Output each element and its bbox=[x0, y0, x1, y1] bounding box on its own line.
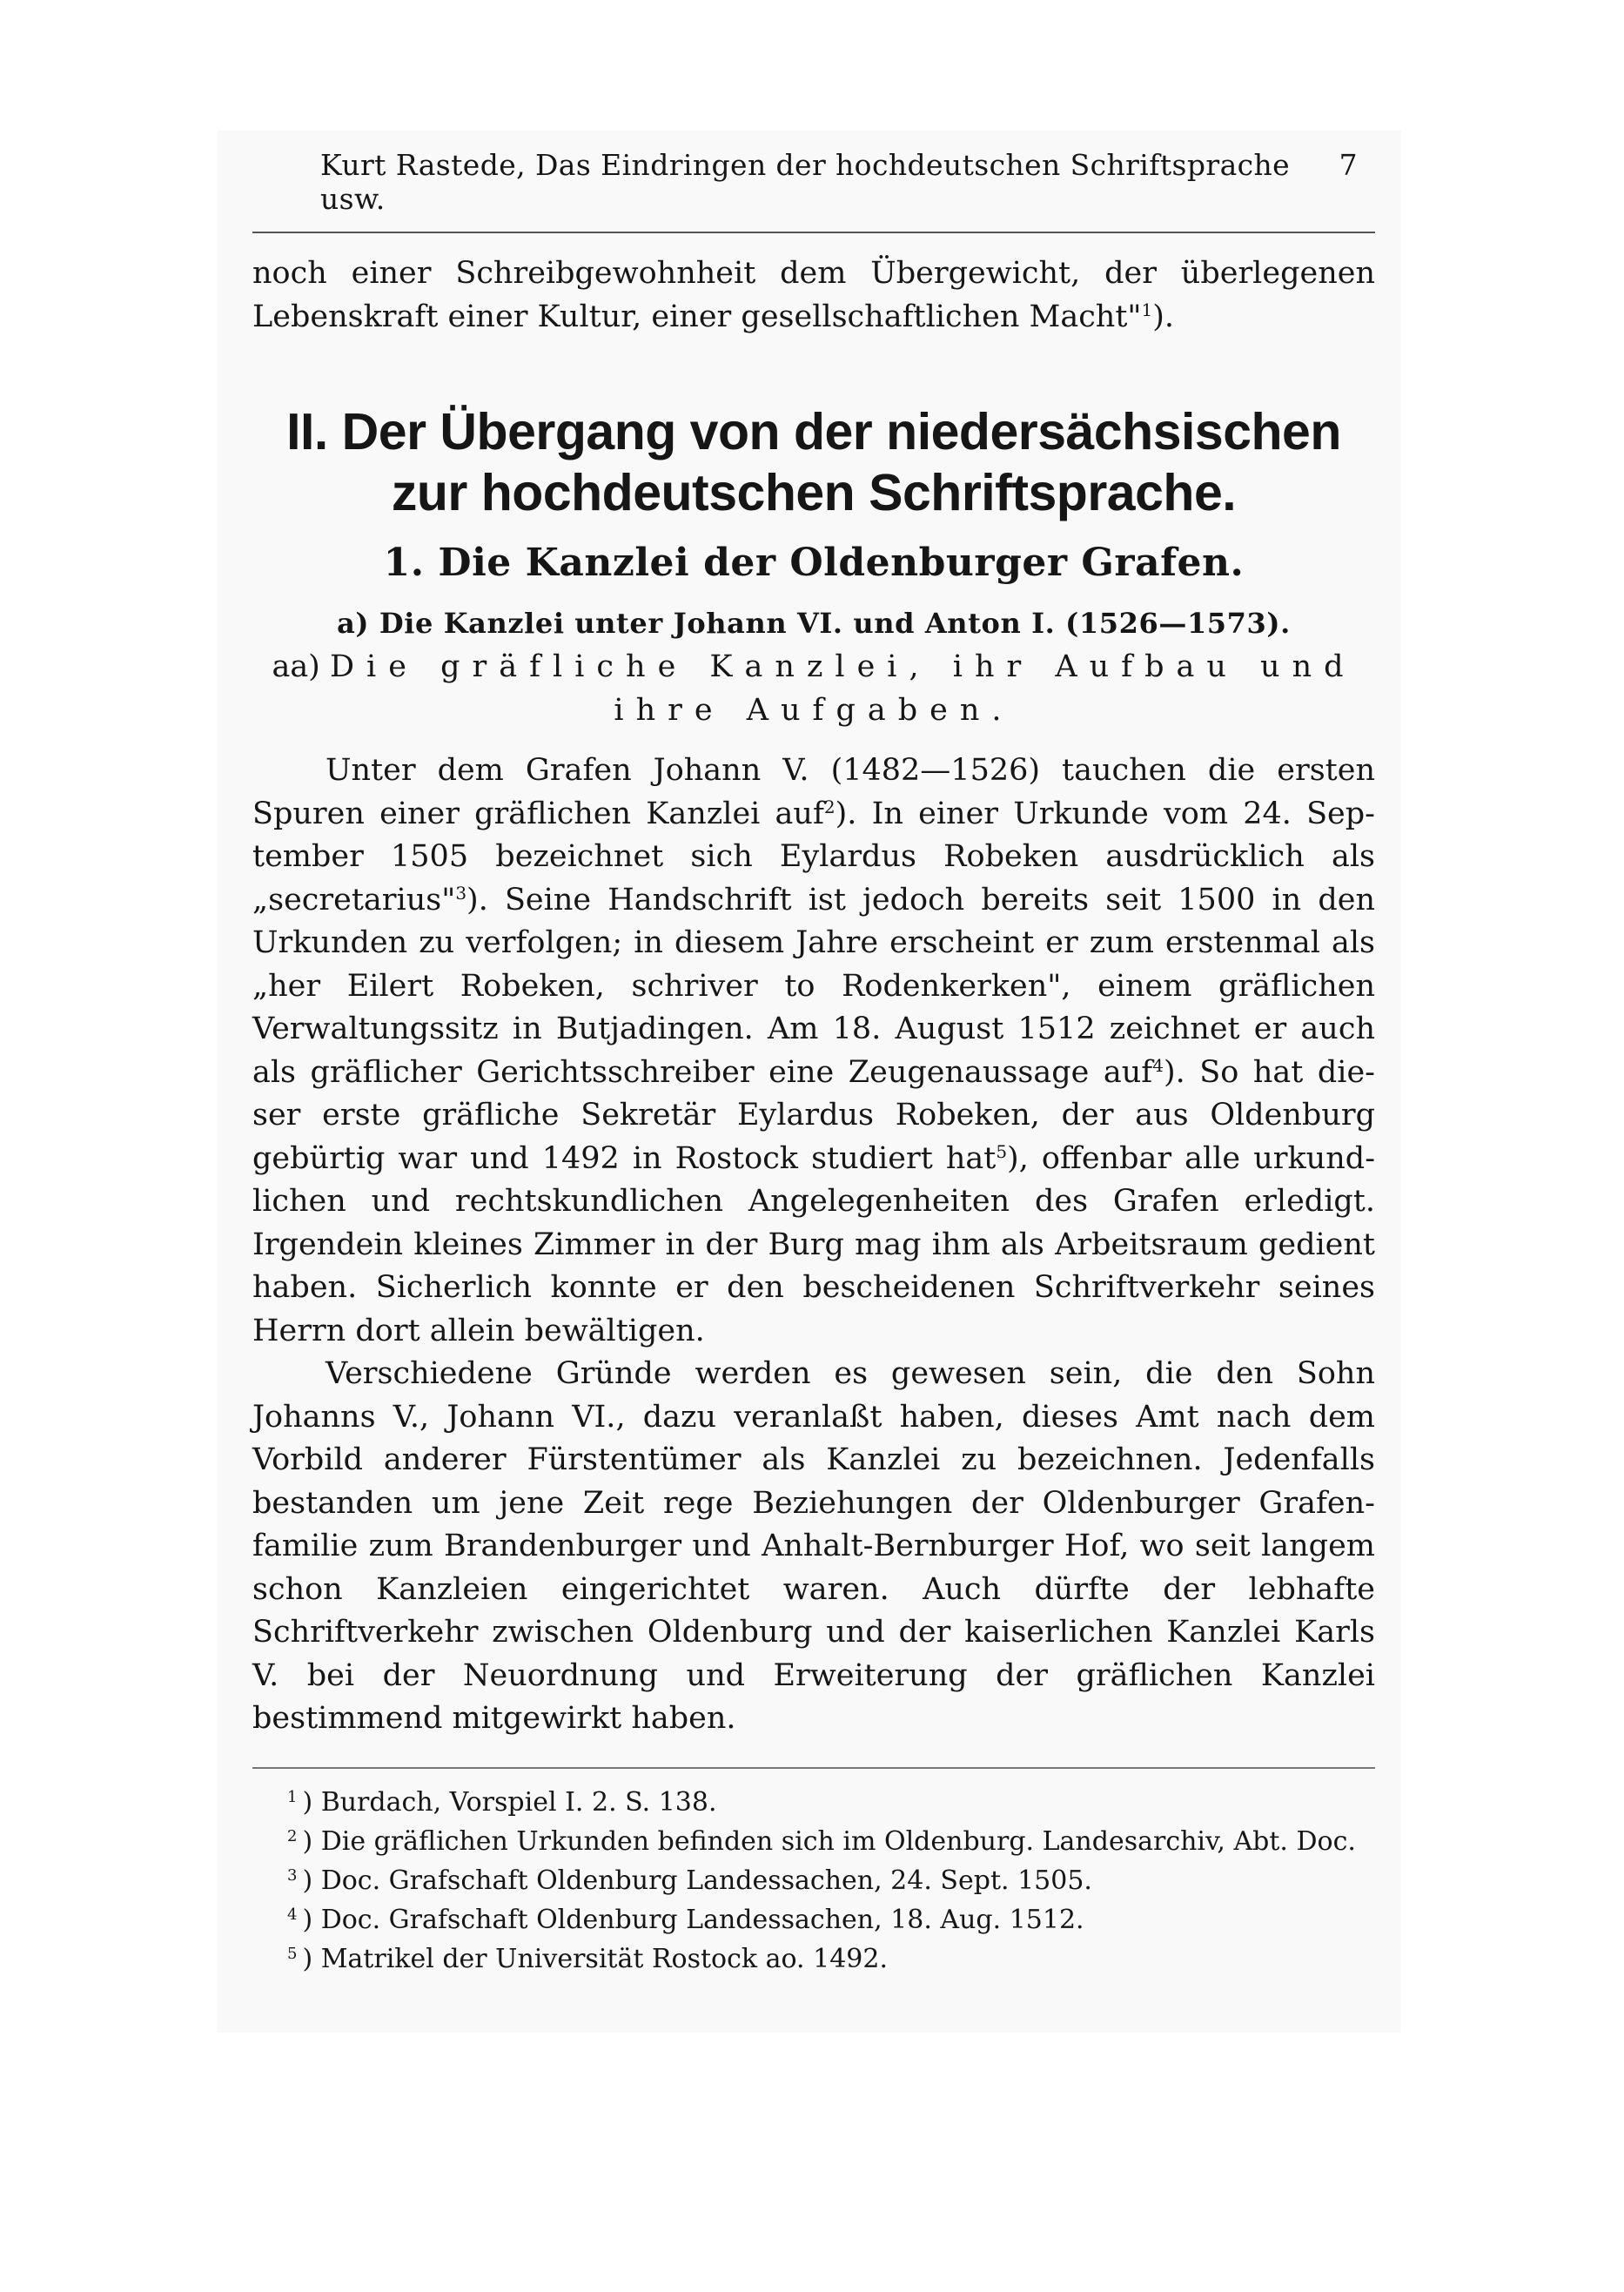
footnote: $^3$ ) Doc. Grafschaft Oldenburg Landessachen, 24. Sept. 1505. bbox=[287, 1865, 1092, 1896]
footnote: $^2$ ) Die gräflichen Urkunden befinden sich im Oldenburg. Landesarchiv, Abt. Doc. bbox=[287, 1825, 1356, 1857]
paragraph-2: Verschiedene Gründe werden es gewesen sein, die den Sohn Johanns V., Johann VI., dazu veranlaßt haben, dieses Amt nach dem Vorbild anderer Fürstentümer als Kanzlei zu bezeichnen. Jedenfalls bestanden um jene Zeit rege Beziehungen der Oldenburger Grafenfamilie zum Brandenburger und Anhalt-Bernburger Hof, wo seit langem schon Kanzleien eingerichtet waren. Auch dürfte der lebhafte Schriftverkehr zwischen Oldenburg und der kaiserlichen Kanzlei Karls V. bei der Neuordnung und Erweiterung der gräflichen Kanzlei bestimmend mitgewirkt haben. bbox=[252, 1356, 1375, 1736]
footnote-ref-2: 2 bbox=[823, 796, 835, 817]
footnote: $^4$ ) Doc. Grafschaft Oldenburg Landessachen, 18. Aug. 1512. bbox=[287, 1904, 1084, 1935]
subsubsection-line1: Die gräfliche Kanzlei, ihr Aufbau und bbox=[329, 649, 1356, 684]
footnote-rule bbox=[252, 1767, 1375, 1769]
footnote-ref-5: 5 bbox=[996, 1140, 1008, 1162]
paragraph-1: Unter dem Grafen Johann V. (1482—1526) tauchen die ersten Spuren einer gräflichen Kanzlei auf$^2$). In einer Urkunde vom 24. September 1505 bezeichnet sich Eylardus Robeken ausdrücklich als „secretarius"$^3$). Seine Handschrift ist jedoch bereits seit 1500 in den Urkunden zu verfolgen; in diesem Jahre erscheint er zum erstenmal als „her Eilert Robeken, schriver to Rodenkerken", einem gräflichen Verwaltungssitz in Butjadingen. Am 18. August 1512 zeichnet er auch als gräflicher Gerichtsschreiber eine Zeugenaussage auf$^4$). So hat dieser erste gräfliche Sekretär Eylardus Robeken, der aus Oldenburg gebürtig war und 1492 in Rostock studiert hat$^5$), offenbar alle urkundlichen und rechtskundlichen Angelegenheiten des Grafen erledigt. Irgendein kleines Zimmer in der Burg mag ihm als Arbeitsraum gedient haben. Sicherlich konnte er den bescheidenen Schriftverkehr seines Herrn dort allein bewältigen. bbox=[252, 753, 1376, 1348]
footnote-ref-3: 3 bbox=[455, 882, 467, 904]
running-head bbox=[252, 148, 1375, 216]
footnote: $^1$ ) Burdach, Vorspiel I. 2. S. 138. bbox=[287, 1786, 717, 1818]
footnote-ref-1: 1 bbox=[1141, 299, 1153, 320]
page-number: 7 bbox=[1339, 148, 1358, 182]
subsubsection-line2: ihre Aufgaben. bbox=[614, 693, 1014, 728]
page-content bbox=[252, 148, 1375, 1979]
chapter-heading-line2: zur hochdeutschen Schriftsprache. bbox=[391, 464, 1237, 521]
carryover-paragraph: noch einer Schreibgewohnheit dem Übergewicht, der überlegenen Lebenskraft einer Kultur, einer gesellschaftlichen Macht"$^1$). bbox=[252, 256, 1375, 334]
running-title: Kurt Rastede, Das Eindringen der hochdeutschen Schriftsprache usw. bbox=[320, 148, 1291, 216]
section-heading: 1. Die Kanzlei der Oldenburger Grafen. bbox=[383, 541, 1245, 585]
header-rule bbox=[252, 232, 1375, 233]
footnote: $^5$ ) Matrikel der Universität Rostock ao. 1492. bbox=[287, 1943, 889, 1974]
chapter-heading bbox=[252, 401, 1375, 523]
subsubsection-heading bbox=[252, 645, 1375, 732]
footnotes bbox=[252, 1783, 1375, 1979]
subsubsection-label: aa) bbox=[272, 649, 320, 684]
chapter-heading-line1: II. Der Übergang von der niedersächsischen bbox=[286, 403, 1341, 460]
subsection-heading: a) Die Kanzlei unter Johann VI. und Anton I. (1526—1573). bbox=[337, 607, 1291, 640]
footnote-ref-4: 4 bbox=[1152, 1054, 1164, 1076]
